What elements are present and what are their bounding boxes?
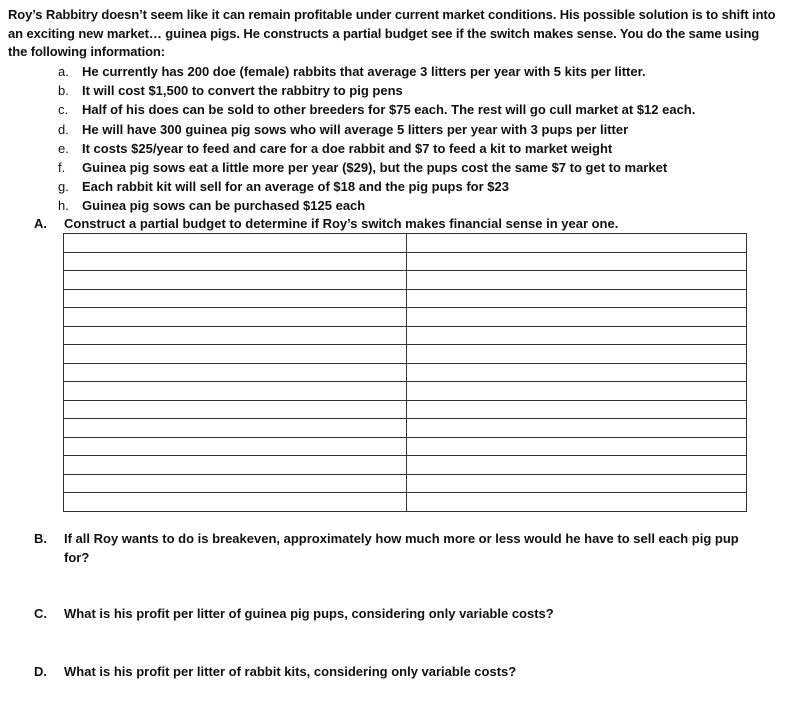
table-row: [64, 456, 747, 475]
list-item-text: Each rabbit kit will sell for an average of $18 and the pig pups for $23: [82, 179, 509, 195]
list-item: [58, 139, 695, 158]
list-item: [58, 100, 695, 119]
question-c: [34, 604, 754, 623]
list-item-text: It will cost $1,500 to convert the rabbitry to pig pens: [82, 83, 403, 99]
list-item-text: Guinea pig sows eat a little more per year ($29), but the pups cost the same $7 to get to market: [82, 160, 668, 176]
list-marker: b.: [58, 83, 69, 99]
list-item-text: Half of his does can be sold to other breeders for $75 each. The rest will go cull market at $12 each.: [82, 102, 696, 118]
list-item-text: It costs $25/year to feed and care for a doe rabbit and $7 to feed a kit to market weight: [82, 140, 613, 156]
budget-cell[interactable]: [64, 363, 407, 382]
budget-cell[interactable]: [407, 326, 747, 345]
list-marker: f.: [58, 160, 66, 176]
budget-cell[interactable]: [407, 456, 747, 475]
budget-cell[interactable]: [407, 308, 747, 327]
budget-cell[interactable]: [64, 271, 407, 290]
budget-cell[interactable]: [407, 289, 747, 308]
question-text: Construct a partial budget to determine if Roy’s switch makes financial sense in year one.: [64, 216, 619, 231]
budget-cell[interactable]: [64, 400, 407, 419]
list-item: [58, 62, 695, 81]
budget-cell[interactable]: [64, 493, 407, 512]
budget-cell[interactable]: [64, 437, 407, 456]
list-marker: c.: [58, 102, 69, 118]
table-row: [64, 437, 747, 456]
budget-cell[interactable]: [64, 419, 407, 438]
question-marker: D.: [34, 664, 47, 679]
info-list: [58, 62, 695, 216]
table-row: [64, 474, 747, 493]
list-item: [58, 158, 695, 177]
intro-paragraph: Roy’s Rabbitry doesn’t seem like it can remain profitable under current market conditions. His possible solution is to shift into an exciting new market… guinea pigs. He constructs a partial budget see if the switch makes sense. You do the same using the following information:: [8, 7, 776, 59]
table-row: [64, 252, 747, 271]
list-marker: a.: [58, 64, 69, 79]
table-row: [64, 493, 747, 512]
budget-cell[interactable]: [407, 363, 747, 382]
table-row: [64, 289, 747, 308]
budget-cell[interactable]: [407, 400, 747, 419]
question-a: [34, 214, 754, 233]
list-item: [58, 196, 695, 215]
list-marker: g.: [58, 179, 69, 195]
list-item: [58, 177, 695, 196]
budget-cell[interactable]: [64, 234, 407, 253]
list-item-text: He currently has 200 doe (female) rabbits that average 3 litters per year with 5 kits per litter.: [82, 64, 646, 79]
budget-cell[interactable]: [407, 474, 747, 493]
budget-cell[interactable]: [407, 437, 747, 456]
question-marker: A.: [34, 216, 47, 231]
budget-cell[interactable]: [64, 345, 407, 364]
question-text: What is his profit per litter of rabbit kits, considering only variable costs?: [64, 664, 517, 679]
budget-cell[interactable]: [64, 326, 407, 345]
list-marker: e.: [58, 140, 69, 156]
question-marker: B.: [34, 531, 47, 546]
list-marker: h.: [58, 198, 69, 214]
list-item: [58, 81, 695, 100]
table-row: [64, 234, 747, 253]
partial-budget-table[interactable]: [63, 233, 747, 512]
budget-cell[interactable]: [407, 345, 747, 364]
budget-cell[interactable]: [407, 493, 747, 512]
table-row: [64, 308, 747, 327]
question-b: [34, 529, 754, 567]
list-item-text: Guinea pig sows can be purchased $125 each: [82, 198, 366, 214]
table-row: [64, 326, 747, 345]
list-marker: d.: [58, 121, 69, 137]
table-row: [64, 345, 747, 364]
budget-cell[interactable]: [407, 419, 747, 438]
question-text: What is his profit per litter of guinea pig pups, considering only variable costs?: [64, 606, 554, 621]
table-row: [64, 419, 747, 438]
budget-cell[interactable]: [64, 308, 407, 327]
question-text: If all Roy wants to do is breakeven, approximately how much more or less would he have to sell each pig pup for?: [64, 531, 739, 565]
table-row: [64, 271, 747, 290]
budget-cell[interactable]: [407, 382, 747, 401]
budget-cell[interactable]: [407, 252, 747, 271]
question-d: [34, 662, 754, 681]
table-row: [64, 363, 747, 382]
list-item-text: He will have 300 guinea pig sows who will average 5 litters per year with 3 pups per litter: [82, 121, 629, 137]
budget-cell[interactable]: [64, 474, 407, 493]
budget-cell[interactable]: [64, 382, 407, 401]
budget-cell[interactable]: [64, 456, 407, 475]
question-marker: C.: [34, 606, 47, 621]
table-row: [64, 382, 747, 401]
budget-cell[interactable]: [407, 271, 747, 290]
list-item: [58, 120, 695, 139]
budget-cell[interactable]: [64, 289, 407, 308]
table-row: [64, 400, 747, 419]
budget-cell[interactable]: [407, 234, 747, 253]
budget-cell[interactable]: [64, 252, 407, 271]
